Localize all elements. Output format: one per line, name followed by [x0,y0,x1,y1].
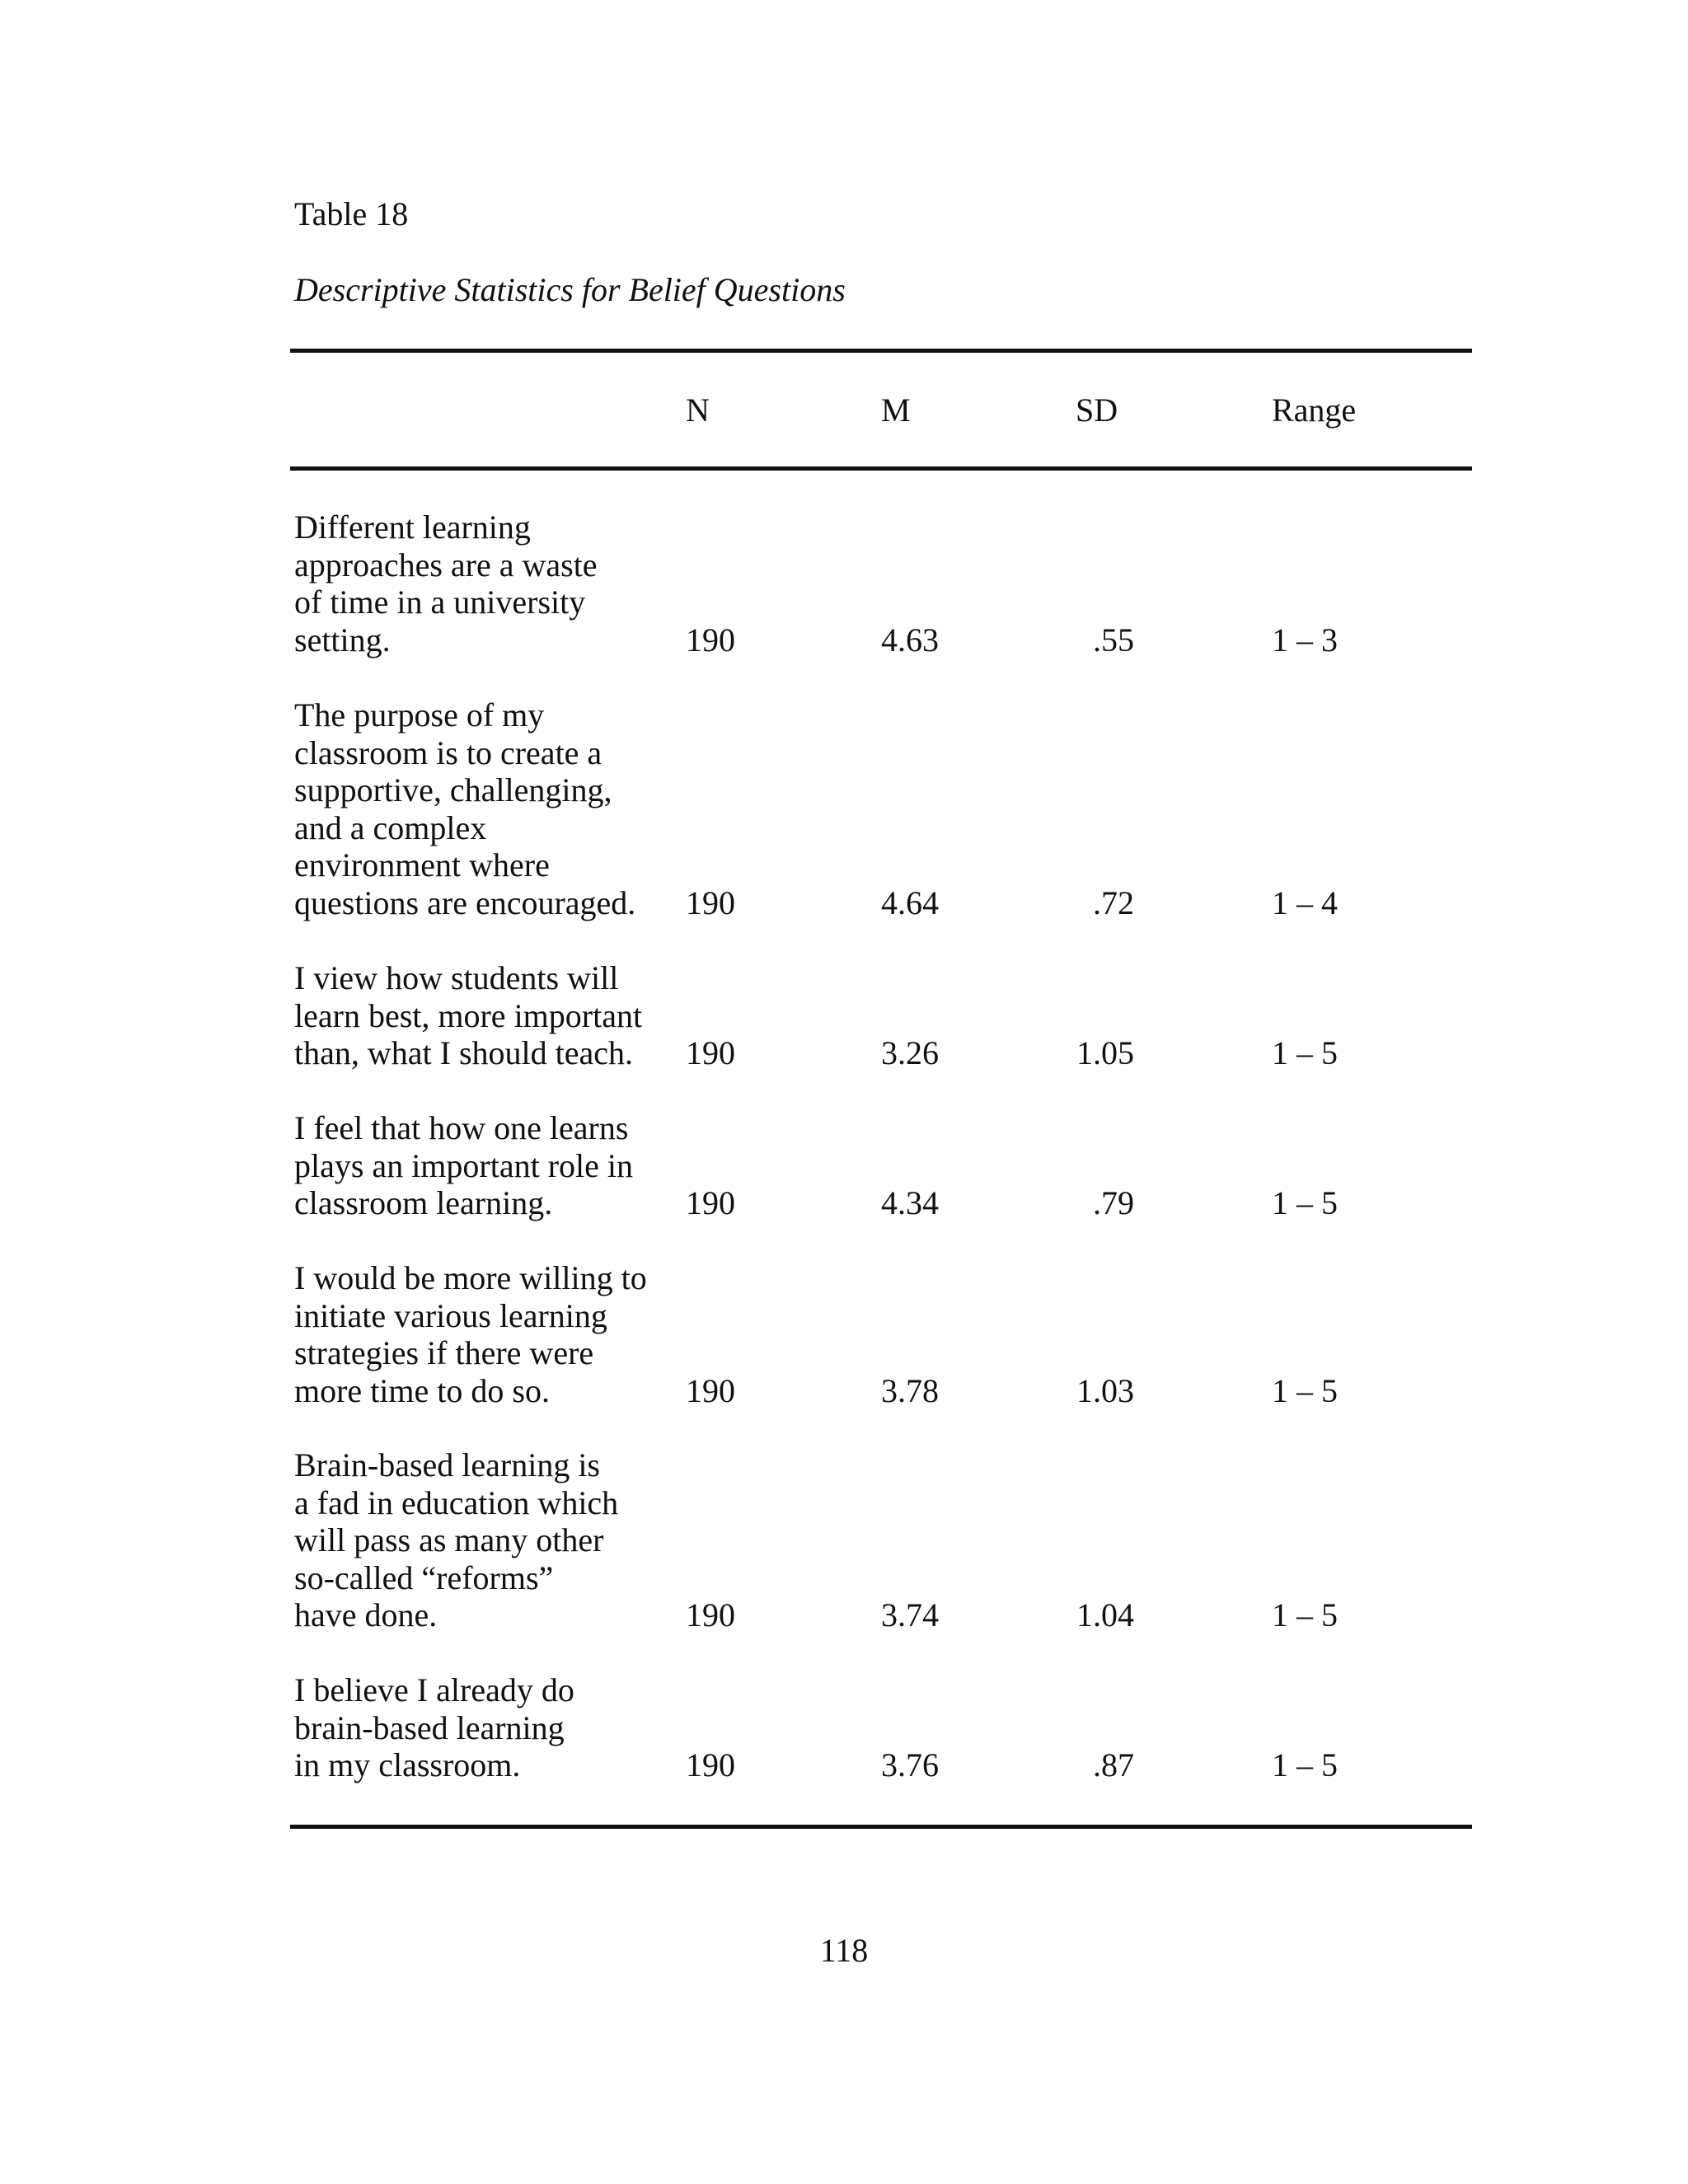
cell-range: 1 – 5 [1272,1596,1338,1633]
cell-sd: 1.04 [1076,1596,1134,1633]
question-text: I would be more willing to initiate various learning strategies if there were more time to do so. [294,1259,647,1409]
cell-range: 1 – 3 [1272,621,1338,658]
cell-n: 190 [686,883,735,921]
cell-range: 1 – 5 [1272,1184,1338,1221]
table-top-rule [290,349,1472,353]
table-header-rule [290,466,1472,471]
cell-m: 3.74 [881,1596,939,1633]
cell-sd: .72 [1093,883,1134,921]
question-text: I believe I already do brain-based learning in my classroom. [294,1671,574,1783]
question-text: The purpose of my classroom is to create a supportive, challenging, and a complex environment where questions are encouraged. [294,696,636,921]
cell-m: 4.34 [881,1184,939,1221]
cell-m: 3.78 [881,1371,939,1409]
cell-m: 3.26 [881,1034,939,1071]
cell-m: 4.63 [881,621,939,658]
cell-sd: 1.03 [1076,1371,1134,1409]
table-label: Table 18 [294,195,409,232]
cell-n: 190 [686,1746,735,1783]
cell-sd: .55 [1093,621,1134,658]
cell-n: 190 [686,1034,735,1071]
cell-n: 190 [686,1371,735,1409]
column-header-sd: SD [1076,391,1118,429]
cell-n: 190 [686,1596,735,1633]
cell-range: 1 – 5 [1272,1371,1338,1409]
column-header-m: M [881,391,911,429]
cell-n: 190 [686,621,735,658]
cell-range: 1 – 4 [1272,883,1338,921]
table-bottom-rule [290,1825,1472,1829]
cell-m: 4.64 [881,883,939,921]
cell-n: 190 [686,1184,735,1221]
question-text: I view how students will learn best, more important than, what I should teach. [294,959,643,1071]
cell-sd: 1.05 [1076,1034,1134,1071]
cell-m: 3.76 [881,1746,939,1783]
cell-sd: .79 [1093,1184,1134,1221]
question-text: Brain-based learning is a fad in education which will pass as many other so-called “reforms” have done. [294,1446,619,1633]
table-caption: Descriptive Statistics for Belief Questions [294,271,846,308]
question-text: Different learning approaches are a waste of time in a university setting. [294,509,598,658]
column-header-n: N [686,391,710,429]
cell-sd: .87 [1093,1746,1134,1783]
question-text: I feel that how one learns plays an important role in classroom learning. [294,1109,634,1221]
page-number: 118 [819,1932,869,1969]
cell-range: 1 – 5 [1272,1746,1338,1783]
cell-range: 1 – 5 [1272,1034,1338,1071]
column-header-range: Range [1272,391,1357,429]
